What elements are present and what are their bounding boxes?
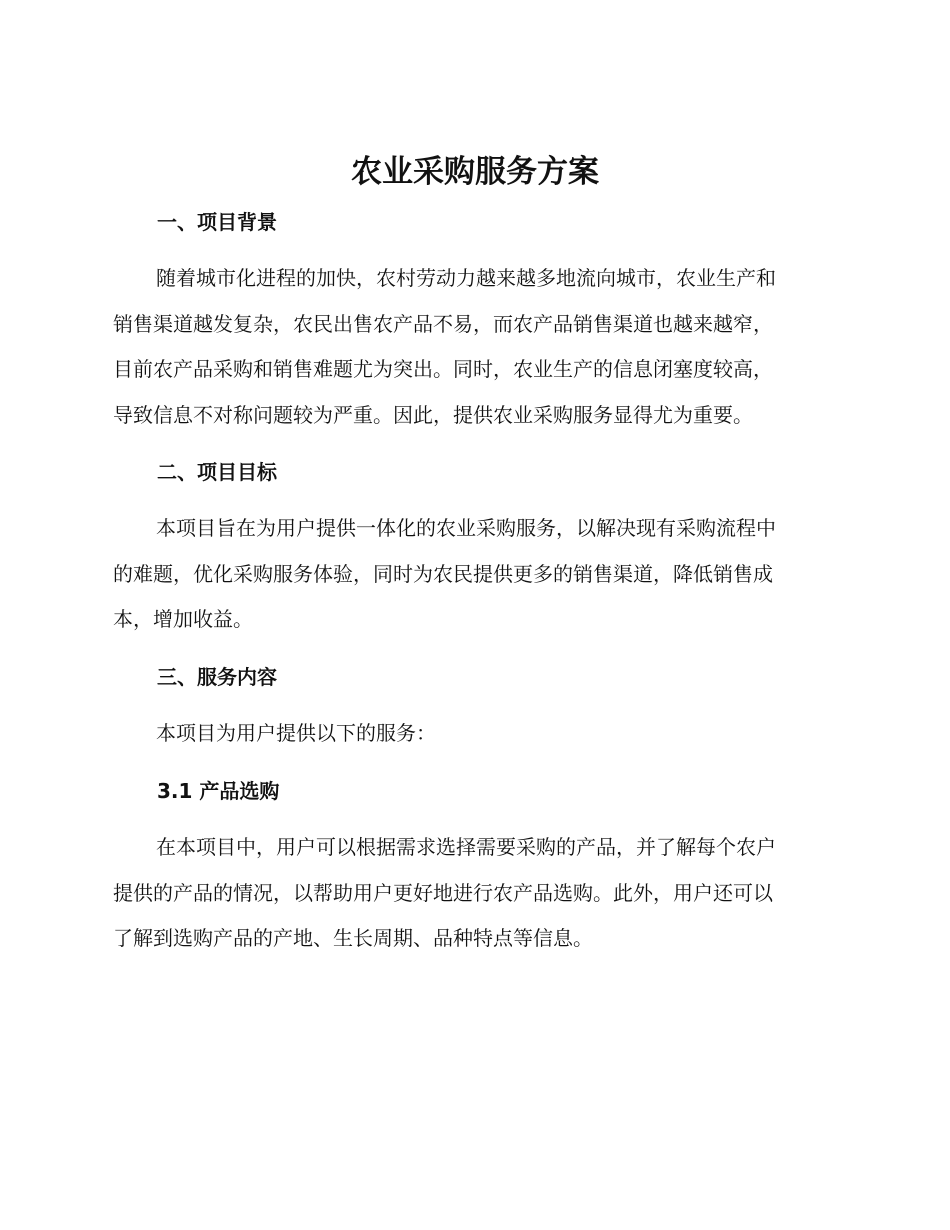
paragraph-line: 本项目旨在为用户提供一体化的农业采购服务，以解决现有采购流程中 bbox=[156, 516, 776, 540]
section-heading-product-selection: 3.1 产品选购 bbox=[157, 779, 280, 803]
paragraph-line: 目前农产品采购和销售难题尤为突出。同时，农业生产的信息闭塞度较高， bbox=[113, 357, 773, 381]
section-paragraph-services bbox=[113, 711, 853, 757]
section-heading-services: 三、服务内容 bbox=[157, 665, 277, 689]
section-heading-background: 一、项目背景 bbox=[157, 210, 277, 234]
paragraph-line: 销售渠道越发复杂，农民出售农产品不易，而农产品销售渠道也越来越窄， bbox=[113, 311, 773, 336]
section-paragraph-background bbox=[113, 256, 853, 438]
paragraph-line: 的难题，优化采购服务体验，同时为农民提供更多的销售渠道，降低销售成 bbox=[113, 561, 773, 586]
paragraph-line: 导致信息不对称问题较为严重。因此，提供农业采购服务显得尤为重要。 bbox=[113, 402, 753, 427]
document-title: 农业采购服务方案 bbox=[351, 154, 599, 190]
section-paragraph-product-selection bbox=[113, 825, 853, 962]
paragraph-line: 随着城市化进程的加快，农村劳动力越来越多地流向城市，农业生产和 bbox=[156, 266, 776, 290]
paragraph-line: 了解到选购产品的产地、生长周期、品种特点等信息。 bbox=[113, 926, 593, 950]
paragraph-line: 在本项目中，用户可以根据需求选择需要采购的产品，并了解每个农户 bbox=[156, 835, 776, 859]
section-paragraph-goals bbox=[113, 506, 853, 643]
section-heading-goals: 二、项目目标 bbox=[157, 460, 277, 484]
paragraph-line: 本项目为用户提供以下的服务： bbox=[156, 721, 436, 745]
paragraph-line: 提供的产品的情况，以帮助用户更好地进行农产品选购。此外，用户还可以 bbox=[113, 880, 773, 905]
paragraph-line: 本，增加收益。 bbox=[113, 607, 253, 631]
